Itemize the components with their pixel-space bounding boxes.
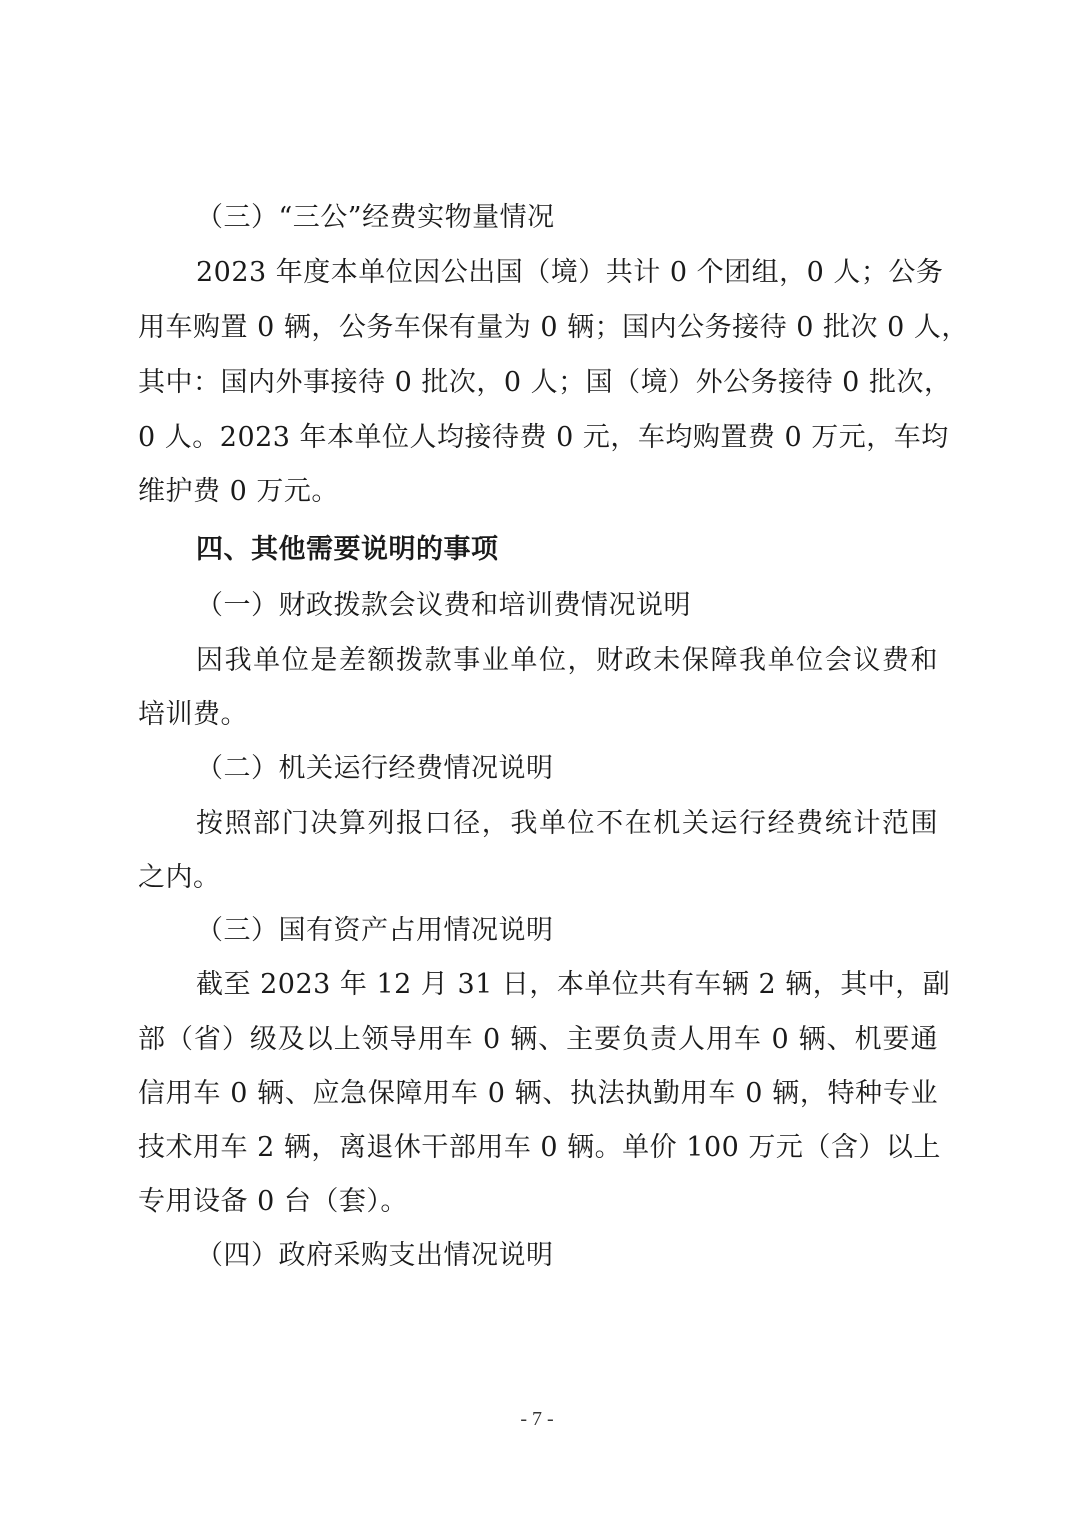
paragraph-line: 信用车 0 辆、应急保障用车 0 辆、执法执勤用车 0 辆，特种专业 [138,1078,938,1109]
subsection-heading-three-public: （三）“三公”经费实物量情况 [196,202,555,233]
subsection-heading-meeting-training: （一）财政拨款会议费和培训费情况说明 [196,590,691,621]
paragraph-line: 截至 2023 年 12 月 31 日，本单位共有车辆 2 辆，其中，副 [196,969,951,1000]
paragraph-line: 按照部门决算列报口径，我单位不在机关运行经费统计范围 [196,808,938,839]
section-heading-other-matters: 四、其他需要说明的事项 [196,534,499,565]
paragraph-line: 培训费。 [138,699,248,730]
paragraph-line: 维护费 0 万元。 [138,476,339,507]
paragraph-line: 其中：国内外事接待 0 批次，0 人；国（境）外公务接待 0 批次， [138,367,952,398]
subsection-heading-government-procurement: （四）政府采购支出情况说明 [196,1240,554,1271]
paragraph-line: 因我单位是差额拨款事业单位，财政未保障我单位会议费和 [196,645,938,676]
paragraph-line: 2023 年度本单位因公出国（境）共计 0 个团组，0 人；公务 [196,257,944,288]
paragraph-line: 之内。 [138,862,221,893]
paragraph-line: 专用设备 0 台（套）。 [138,1186,408,1217]
page-number: - 7 - [520,1408,554,1430]
paragraph-line: 技术用车 2 辆，离退休干部用车 0 辆。单价 100 万元（含）以上 [138,1132,941,1163]
subsection-heading-state-assets: （三）国有资产占用情况说明 [196,915,554,946]
paragraph-line: 0 人。2023 年本单位人均接待费 0 元，车均购置费 0 万元，车均 [138,422,949,453]
paragraph-line: 部（省）级及以上领导用车 0 辆、主要负责人用车 0 辆、机要通 [138,1024,938,1055]
paragraph-line: 用车购置 0 辆，公务车保有量为 0 辆；国内公务接待 0 批次 0 人， [138,312,969,343]
subsection-heading-operating-funds: （二）机关运行经费情况说明 [196,753,554,784]
